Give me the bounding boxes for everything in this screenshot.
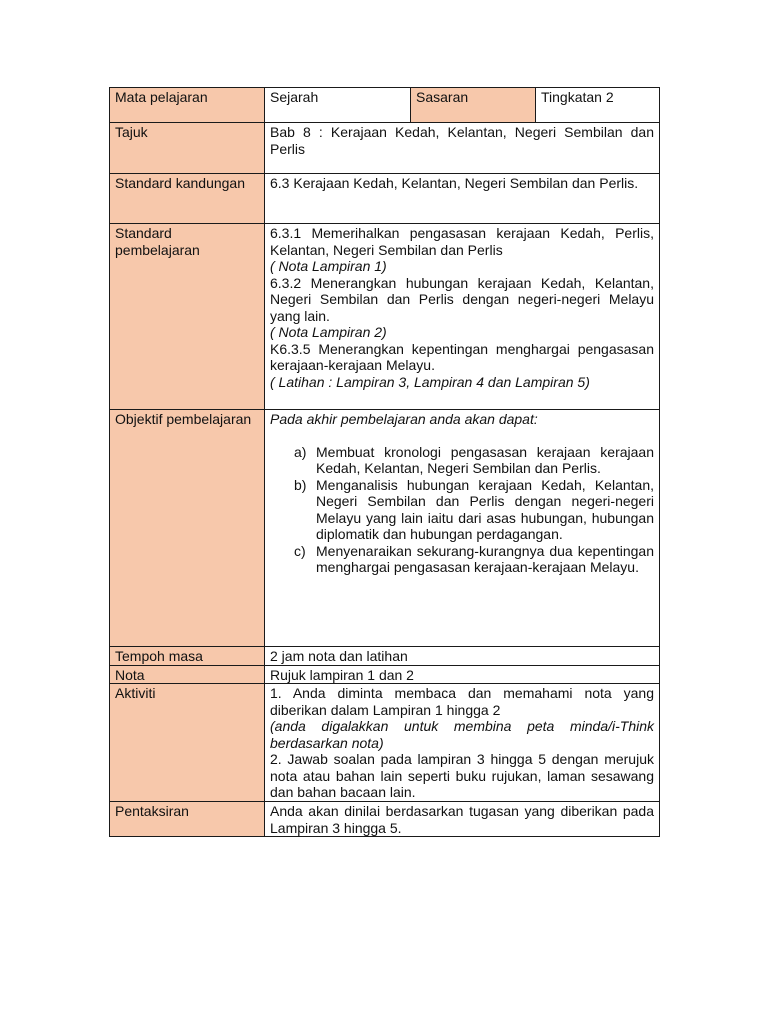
objektif-item-c — [294, 543, 654, 576]
label-tempoh: Tempoh masa — [110, 647, 265, 666]
label-standard-pembelajaran: Standard pembelajaran — [110, 224, 265, 410]
label-nota: Nota — [110, 665, 265, 684]
pentaksiran-text: Anda akan dinilai berdasarkan tugasan yang diberikan pada Lampiran 3 hingga 5. — [270, 803, 654, 836]
row-pentaksiran — [110, 802, 660, 837]
value-nota: Rujuk lampiran 1 dan 2 — [265, 665, 660, 684]
row-tajuk — [110, 123, 660, 174]
objektif-item-a — [294, 444, 654, 477]
label-aktiviti: Aktiviti — [110, 684, 265, 802]
sp-item-3: K6.3.5 Menerangkan kepentingan menghargai pengasasan kerajaan-kerajaan Melayu. — [270, 340, 654, 373]
row-nota — [110, 665, 660, 684]
row-aktiviti — [110, 684, 660, 802]
objektif-marker-b: b) — [294, 476, 307, 493]
sp-note-2: ( Nota Lampiran 2) — [270, 324, 387, 340]
standard-kandungan-text: 6.3 Kerajaan Kedah, Kelantan, Negeri Sembilan dan Perlis. — [270, 175, 639, 191]
label-tajuk: Tajuk — [110, 123, 265, 174]
label-standard-kandungan: Standard kandungan — [110, 174, 265, 224]
aktiviti-line-1: 1. Anda diminta membaca dan memahami nota yang diberikan dalam Lampiran 1 hingga 2 — [270, 685, 654, 718]
value-tempoh: 2 jam nota dan latihan — [265, 647, 660, 666]
value-tajuk — [265, 123, 660, 174]
sp-item-1: 6.3.1 Memerihalkan pengasasan kerajaan Kedah, Perlis, Kelantan, Negeri Sembilan dan Perlis — [270, 225, 654, 258]
row-standard-kandungan — [110, 174, 660, 224]
label-sasaran: Sasaran — [411, 88, 536, 123]
value-aktiviti — [265, 684, 660, 802]
value-standard-kandungan — [265, 174, 660, 224]
label-mata-pelajaran: Mata pelajaran — [110, 88, 265, 123]
objektif-text-b: Menganalisis hubungan kerajaan Kedah, Kelantan, Negeri Sembilan dan Perlis dengan negeri-negeri Melayu yang lain iaitu dari asas hubungan, hubungan diplomatik dan hubungan perdagangan. — [316, 476, 654, 542]
value-objektif — [265, 410, 660, 647]
objektif-marker-c: c) — [294, 542, 306, 559]
objektif-marker-a: a) — [294, 443, 307, 460]
sp-note-3: ( Latihan : Lampiran 3, Lampiran 4 dan Lampiran 5) — [270, 373, 590, 390]
value-subject: Sejarah — [265, 88, 411, 123]
row-subject — [110, 88, 660, 123]
objektif-text-a: Membuat kronologi pengasasan kerajaan kerajaan Kedah, Kelantan, Negeri Sembilan dan Perlis. — [316, 443, 654, 476]
aktiviti-line-2: (anda digalakkan untuk membina peta minda/i-Think berdasarkan nota) — [270, 718, 654, 751]
row-objektif — [110, 410, 660, 647]
row-standard-pembelajaran — [110, 224, 660, 410]
label-objektif: Objektif pembelajaran — [110, 410, 265, 647]
sp-note-1: ( Nota Lampiran 1) — [270, 258, 387, 274]
objektif-intro: Pada akhir pembelajaran anda akan dapat: — [270, 411, 538, 427]
aktiviti-line-3: 2. Jawab soalan pada lampiran 3 hingga 5 dengan merujuk nota atau bahan lain seperti buku rujukan, laman sesawang dan bahan bacaan lain. — [270, 751, 654, 800]
value-pentaksiran — [265, 802, 660, 837]
row-tempoh — [110, 647, 660, 666]
label-pentaksiran: Pentaksiran — [110, 802, 265, 837]
value-target: Tingkatan 2 — [536, 88, 660, 123]
objektif-text-c: Menyenaraikan sekurang-kurangnya dua kepentingan menghargai pengasasan kerajaan-kerajaan Melayu. — [316, 542, 654, 575]
sp-item-2: 6.3.2 Menerangkan hubungan kerajaan Kedah, Kelantan, Negeri Sembilan dan Perlis dengan negeri-negeri Melayu yang lain. — [270, 274, 654, 324]
lesson-plan-table — [109, 87, 660, 837]
tajuk-text: Bab 8 : Kerajaan Kedah, Kelantan, Negeri Sembilan dan Perlis — [270, 124, 654, 157]
objektif-list — [270, 444, 654, 576]
objektif-item-b — [294, 477, 654, 543]
value-standard-pembelajaran — [265, 224, 660, 410]
